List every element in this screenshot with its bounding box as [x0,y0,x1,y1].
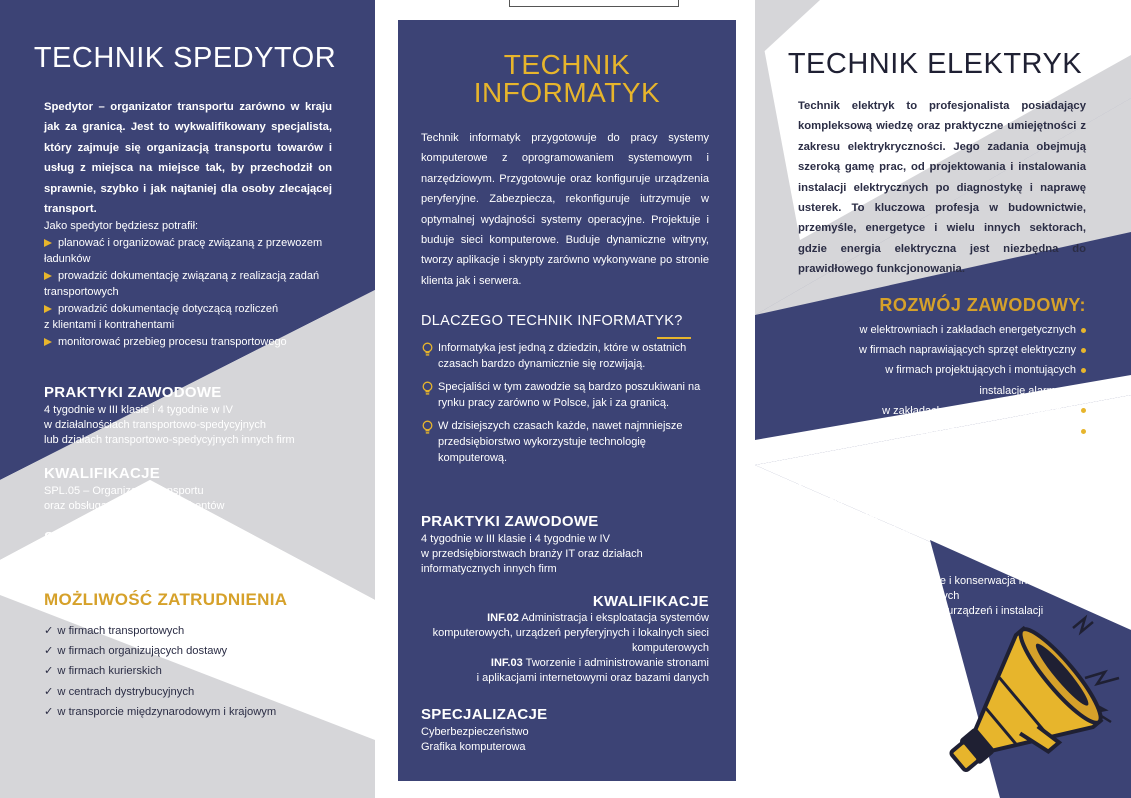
right-kwalifikacje-text: ELE.02 Montaż, uruchamianie i konserwacja instalacji, maszyn i urządzeń elektrycznych ELE.05 Eksploatacja maszyn, urządzeń i instalacji elektrycznych [798,575,1064,632]
dot-bullet-icon [1081,429,1086,434]
list-item: w elektrowniach i zakładach energetycznych [780,320,1086,340]
lightbulb-icon [421,342,434,357]
list-item: w firmach naprawiających sprzęt elektryczny [780,340,1086,360]
list-item: ✓ w transporcie międzynarodowym i krajowym [44,705,277,718]
list-item: w firmach handlowych zajmujących się sprzedażą [780,421,1086,441]
heading-underline [657,337,691,339]
list-item: ✓ w firmach kurierskich [44,665,162,678]
lightbulb-icon [421,381,434,396]
list-item: prowadzić dokumentację związaną z realizacją zadań transportowych [44,269,320,298]
middle-praktyki-heading: PRAKTYKI ZAWODOWE [421,513,599,530]
left-title: TECHNIK SPEDYTOR [33,42,337,74]
dot-bullet-icon [1081,328,1086,333]
checkmark-icon: ✓ [44,685,54,698]
list-item: monitorować przebieg procesu transportowego [44,334,344,351]
middle-title: TECHNIK INFORMATYK [473,49,661,108]
checkmark-icon: ✓ [44,705,54,718]
skills-intro: Jako spedytor będziesz potrafił: [44,220,199,232]
left-specjalizacja-heading: SPECJALIZACJA [44,529,172,546]
list-item: w zakładach usługowych i naprawczych [780,401,1086,421]
why-heading: DLACZEGO TECHNIK INFORMATYK? [421,313,683,329]
left-intro: Spedytor – organizator transportu zarówno w kraju jak za granicą. Jest to wykwalifikowany specjalista, który zajmuje się organizacją transportu towarów i usług z miejsca na miejsce tak, by przechodził on sprawnie, szybko i jak najtaniej dla osoby zlecającej transport. [44,101,332,216]
right-kwalifikacje-heading: KWALIFIKACJE [798,556,915,573]
left-praktyki-heading: PRAKTYKI ZAWODOWE [44,384,222,401]
megaphone-icon [925,610,1125,790]
left-skills [44,218,344,350]
left-praktyki-text: 4 tygodnie w III klasie i 4 tygodnie w IV w działalnościach transportowo-spedycyjnych lub działach transportowo-spedycyjnych innych firm [44,404,295,446]
arrow-bullet-icon [44,305,52,313]
list-item: planować i organizować pracę związaną z przewozem ładunków [44,236,323,265]
left-kwalifikacje-text: SPL.05 – Organizacja transportu oraz obsługa klientów i kontrahentów [44,485,225,512]
right-praktyki-text: 4 tygodnie w III klasie i 4 tygodnie w IV w przedsiębiorstwach branży elektrycznej lub działach elektrycznych innych firm [798,495,1062,537]
rozwoj-list [780,320,1086,461]
middle-kwalifikacje-heading: KWALIFIKACJE [592,593,709,610]
checkmark-icon: ✓ [44,645,54,658]
list-item: Specjaliści w tym zawodzie są bardzo poszukiwani na rynku pracy zarówno w Polsce, jak i za granicą. [421,380,711,411]
right-specjalizacja-text: Inteligentne instalacje elektryczne [798,673,963,685]
list-item: osprzętu elektrycznego [962,445,1076,458]
arrow-bullet-icon [44,239,52,247]
dot-bullet-icon [1081,408,1086,413]
lightbulb-icon [421,420,434,435]
why-list [421,341,711,474]
list-item: ✓ w centrach dystrybucyjnych [44,685,195,698]
list-item: ✓ w firmach transportowych [44,625,185,637]
arrow-bullet-icon [44,272,52,280]
checkmark-icon: ✓ [44,625,54,637]
middle-specjalizacje-text: Cyberbezpieczeństwo Grafika komputerowa [421,726,529,753]
middle-intro: Technik informatyk przygotowuje do pracy systemy komputerowe z oprogramowaniem systemowym i narzędziowym. Przygotowuje oraz konfiguruje urządzenia peryferyjne. Zabezpiecza, rekonfiguruje iutrzymuje w optymalnej wydajności systemy operacyjne. Projektuje i buduje sieci komputerowe. Buduje dynamiczne witryny, tworzy aplikacje i skrypty zarówno wykonywane po stronie klienta jak i serwera. [421,132,709,287]
middle-praktyki-text: 4 tygodnie w III klasie i 4 tygodnie w IV w przedsiębiorstwach branży IT oraz działach informatycznych innych firm [421,533,643,575]
list-item: prowadzić dokumentację dotyczącą rozliczeń z klientami i kontrahentami [44,302,279,331]
list-item: Informatyka jest jedną z dziedzin, które w ostatnich czasach bardzo dynamicznie się rozwijają. [421,341,711,372]
dot-bullet-icon [1081,368,1086,373]
list-item: W dzisiejszych czasach każde, nawet najmniejsze przedsiębiorstwo wykorzystuje technologię komputerową. [421,419,711,466]
left-zatrudnienie-list [44,621,344,722]
list-item: ✓ w firmach organizujących dostawy [44,645,228,658]
middle-kwalifikacje-text: INF.02 Administracja i eksploatacja systemów komputerowych, urządzeń peryferyjnych i lokalnych sieci komputerowych INF.03 Tworzenie i administrowanie stronami i aplikacjami internetowymi oraz bazami danych [432,612,709,684]
left-kwalifikacje-heading: KWALIFIKACJE [44,465,161,482]
right-title: TECHNIK ELEKTRYK [787,48,1083,80]
right-intro: Technik elektryk to profesjonalista posiadający kompleksową wiedzę oraz praktyczne umiejętności z zakresu elektrykryczności. Jego zadania obejmują szeroką gamę prac, od projektowania i instalowania instalacji elektrycznych po diagnostykę i naprawę usterek. To kluczowa profesja w budownictwie, przemyśle, energetyce i wielu innych sektorach, gdzie energia elektryczna jest niezbędna do prawidłowego funkcjonowania. [798,100,1086,276]
arrow-bullet-icon [44,338,52,346]
right-specjalizacja-heading: SPECJALIZACJA [798,653,926,670]
right-praktyki-heading: PRAKTYKI ZAWODOWE [798,475,976,492]
checkmark-icon: ✓ [44,665,54,678]
top-divider [509,0,679,7]
dot-bullet-icon [1081,348,1086,353]
list-item: instalacje alarmowe [979,384,1076,397]
list-item: w firmach projektujących i montujących [780,360,1086,380]
rozwoj-heading: ROZWÓJ ZAWODOWY: [879,295,1086,315]
middle-specjalizacje-heading: SPECJALIZACJE [421,706,548,723]
left-specjalizacja-text: Zarządzanie magazynem [44,548,168,560]
left-zatrudnienie-heading: MOŻLIWOŚĆ ZATRUDNIENIA [44,590,288,609]
